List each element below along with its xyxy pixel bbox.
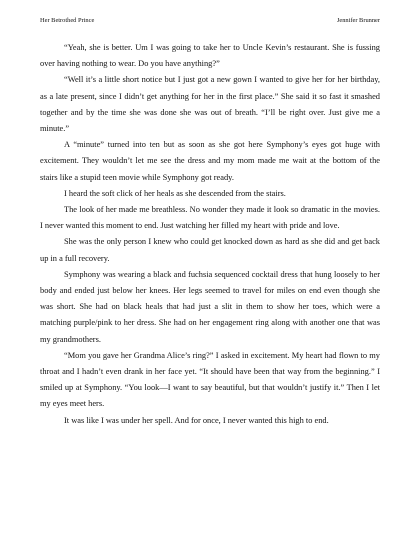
paragraph: It was like I was under her spell. And for once, I never wanted this high to end.	[64, 415, 329, 425]
paragraph: A “minute” turned into ten but as soon as she got here Symphony’s eyes got huge with excitement. They wouldn’t let me see the dress and my mom made me wait at the bottom of the stairs like a stupid teen movie while Symphony got ready.	[40, 140, 380, 182]
paragraph: “Well it’s a little short notice but I just got a new gown I wanted to give her for her birthday, as a late present, since I didn’t get anything for her in the first place.” She said it so fast it smashed together and by the time she was done she was out of breath. “I’ll be right over. Just give me a minute.”	[40, 75, 380, 134]
running-header	[40, 16, 380, 26]
paragraph: Symphony was wearing a black and fuchsia sequenced cocktail dress that hung loosely to her body and ended just below her knees. Her legs seemed to travel for miles on end even though she was short. She had on black heals that had just a slit in them to show her toes, which were a matching purple/pink to her dress. She had on her engagement ring along with another one that was my grandmothers.	[40, 269, 380, 344]
paragraph: The look of her made me breathless. No wonder they made it look so dramatic in the movies. I never wanted this moment to end. Just watching her filled my heart with pride and love.	[40, 205, 380, 231]
paragraph: She was the only person I knew who could get knocked down as hard as she did and get back up in a full recovery.	[40, 237, 380, 263]
book-title-header: Her Betrothed Prince	[40, 17, 95, 24]
body-text	[40, 40, 380, 429]
author-name-header: Jennifer Brunner	[336, 17, 380, 24]
paragraph: I heard the soft click of her heals as she descended from the stairs.	[64, 188, 286, 198]
paragraph: “Yeah, she is better. Um I was going to take her to Uncle Kevin’s restaurant. She is fussing over having nothing to wear. Do you have anything?”	[40, 43, 380, 69]
paragraph: “Mom you gave her Grandma Alice’s ring?” I asked in excitement. My heart had flown to my throat and I hadn’t even drank in her face yet. “It should have been that way from the beginning.” I smiled up at Symphony. “You look—I want to say beautiful, but that wouldn’t justify it.” Then I let my eyes meet hers.	[40, 350, 380, 409]
